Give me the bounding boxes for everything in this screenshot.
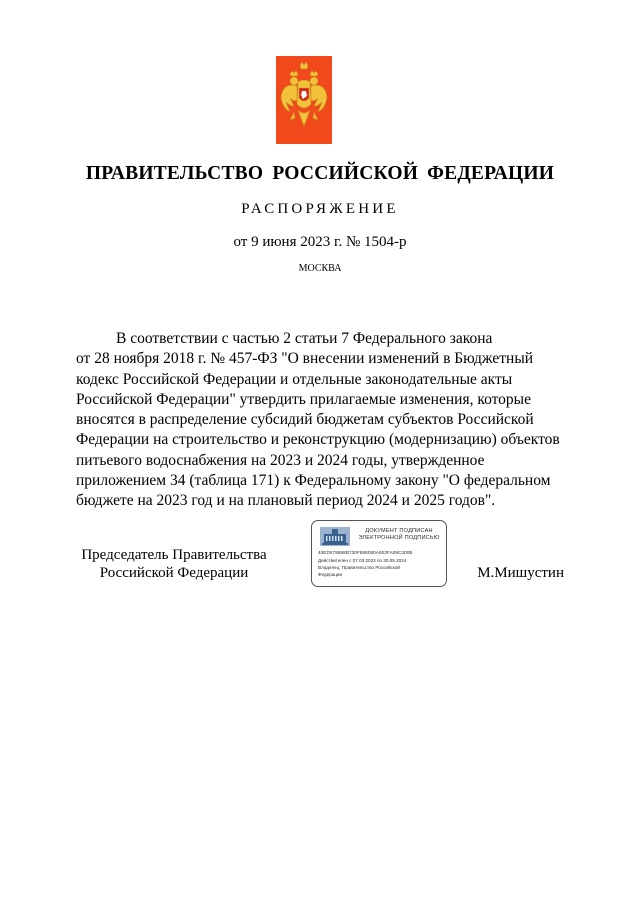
body-line: приложением 34 (таблица 171) к Федеральному закону "О федеральном [76,472,551,490]
stamp-certificate-id: 40ED578888B730F888080A603FA09C300B [318,550,413,555]
decree-body [76,329,563,512]
stamp-heading [356,528,442,542]
stamp-owner-line1: Владелец: Правительство Российской [318,565,400,570]
signer-position [74,547,274,582]
signer-position-line1: Председатель Правительства [81,547,267,563]
stamp-validity: Действителен с 07.03.2023 по 30.05.2024 [318,558,407,563]
stamp-heading-line2: ЭЛЕКТРОННОЙ ПОДПИСЬЮ [358,535,440,541]
body-line: Федерации на строительство и реконструкцию (модернизацию) объектов [76,431,560,449]
government-title: ПРАВИТЕЛЬСТВО РОССИЙСКОЙ ФЕДЕРАЦИИ [85,163,555,184]
signer-position-line2: Российской Федерации [99,564,249,581]
electronic-signature-stamp [311,520,447,587]
body-line: бюджете на 2023 год и на плановый период 2024 и 2025 годов". [76,492,496,510]
body-line: питьевого водоснабжения на 2023 и 2024 годы, утвержденное [76,451,485,469]
government-building-icon [320,527,350,546]
body-line: вносятся в распределение субсидий бюджетам субъектов Российской [76,411,534,429]
document-type: РАСПОРЯЖЕНИЕ [241,201,399,217]
body-line: Российской Федерации" утвердить прилагаемые изменения, которые [76,390,531,408]
signer-name: М.Мишустин [477,565,564,581]
body-line: от 28 ноября 2018 г. № 457-ФЗ "О внесении изменений в Бюджетный [76,350,534,368]
stamp-heading-line1: ДОКУМЕНТ ПОДПИСАН [365,528,433,534]
stamp-owner-line2: Федерации [318,572,343,577]
city-name: МОСКВА [298,263,342,274]
coat-of-arms-icon [276,56,332,144]
document-date-number: от 9 июня 2023 г. № 1504-р [233,234,407,250]
body-line: В соответствии с частью 2 статьи 7 Федерального закона [116,330,493,347]
body-line: кодекс Российской Федерации и отдельные законодательные акты [76,370,513,388]
